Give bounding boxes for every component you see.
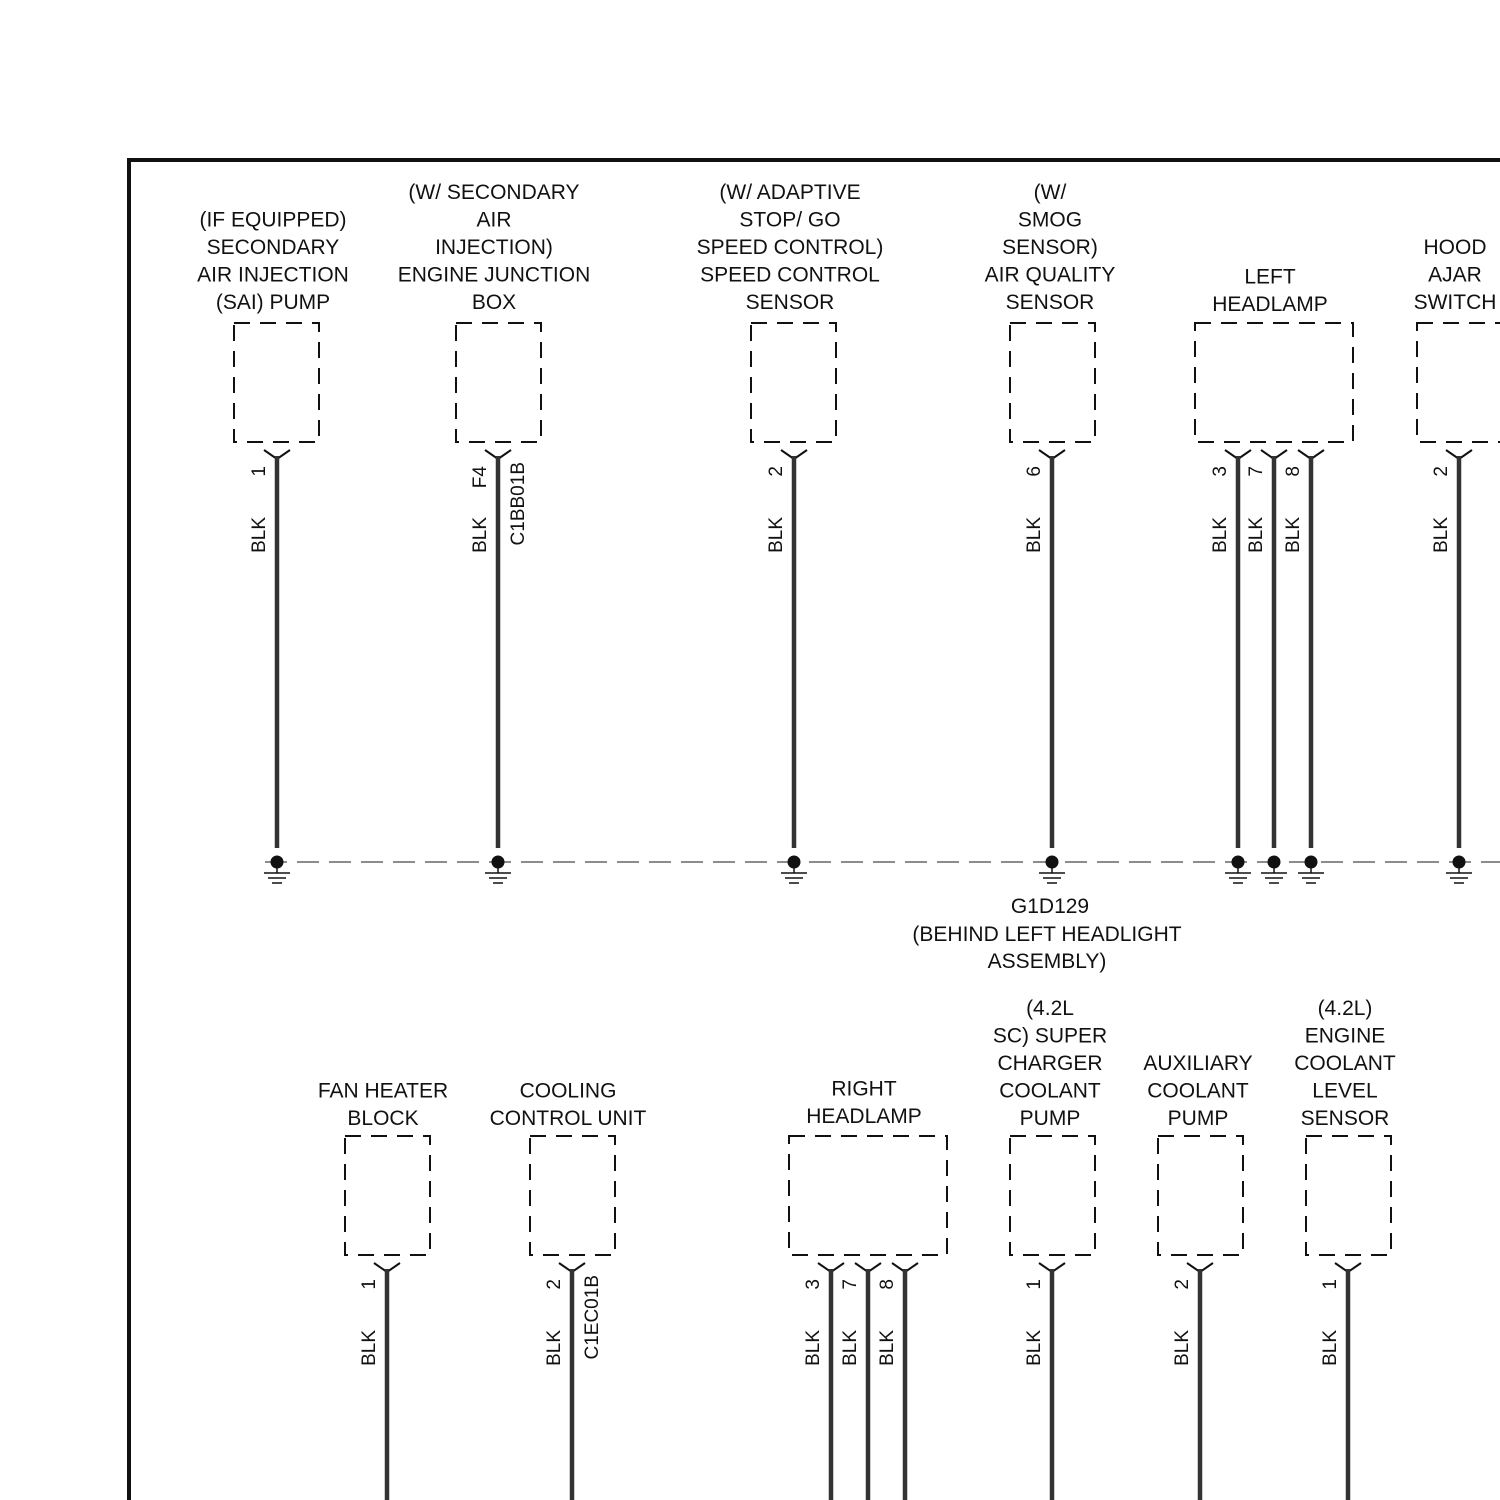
component-label-line: COOLING: [519, 1079, 617, 1103]
component-top-2: [697, 181, 884, 883]
pin-number: 2: [1172, 1279, 1193, 1290]
component-bottom-5: [1294, 997, 1396, 1500]
ground-location-line: (BEHIND LEFT HEADLIGHT: [912, 923, 1182, 946]
wire-color-label: BLK: [1024, 517, 1045, 553]
pin-number: 1: [1320, 1279, 1341, 1290]
component-label-line: SWITCH: [1413, 291, 1497, 314]
splice-dot: [788, 856, 801, 869]
component-label-line: AIR INJECTION: [197, 263, 349, 287]
splice-dot: [1268, 856, 1281, 869]
top-components: [197, 181, 1500, 883]
component-bottom-2: [789, 1078, 947, 1500]
pin-number: 2: [766, 466, 787, 477]
component-box: [345, 1136, 430, 1255]
ground-id-label: G1D129: [1010, 895, 1090, 918]
component-label-line: (W/ ADAPTIVE: [719, 181, 861, 204]
ground-symbol: [1298, 868, 1324, 883]
ground-symbol: [1446, 868, 1472, 883]
component-label-line: (W/ SECONDARY: [408, 181, 580, 204]
wire-color-label: BLK: [803, 1330, 824, 1366]
component-label-line: AUXILIARY: [1143, 1052, 1253, 1075]
component-box: [1010, 323, 1095, 442]
pin-number: 8: [877, 1279, 898, 1290]
component-label-line: SMOG: [1017, 208, 1083, 232]
component-label-line: SPEED CONTROL): [696, 236, 884, 259]
component-label-line: SECONDARY: [206, 236, 340, 259]
component-top-4: [1195, 266, 1353, 884]
pin-number: 2: [1431, 466, 1452, 477]
component-label-line: COOLANT: [999, 1079, 1101, 1103]
splice-dot: [1046, 856, 1059, 869]
splice-dot: [1232, 856, 1245, 869]
splice-dot: [1305, 856, 1318, 869]
component-box: [1417, 323, 1500, 442]
wire-color-label: BLK: [1431, 517, 1452, 553]
component-label-line: SENSOR): [1002, 236, 1098, 259]
pin-number: 7: [840, 1279, 861, 1290]
component-box: [1195, 323, 1353, 442]
component-label-line: LEVEL: [1312, 1079, 1378, 1103]
wire-color-label: BLK: [1024, 1330, 1045, 1366]
component-label-line: FAN HEATER: [317, 1079, 449, 1103]
pin-number: 3: [1210, 466, 1231, 477]
ground-symbol: [485, 868, 511, 883]
circuit-label: C1BB01B: [508, 462, 529, 546]
bottom-components: [318, 997, 1396, 1500]
ground-symbol: [264, 868, 290, 883]
pin-number: 1: [1024, 1279, 1045, 1290]
pin-number: 2: [544, 1279, 565, 1290]
component-label-line: (SAI) PUMP: [215, 291, 331, 314]
component-top-0: [197, 209, 349, 884]
pin-number: 7: [1246, 466, 1267, 477]
component-box: [456, 323, 541, 442]
component-label-line: LEFT: [1244, 265, 1296, 289]
splice-dot: [271, 856, 284, 869]
component-label-line: SENSOR: [1005, 291, 1095, 314]
ground-label: [912, 895, 1181, 973]
ground-location-line: ASSEMBLY): [987, 950, 1107, 973]
splice-dot: [492, 856, 505, 869]
component-bottom-1: [490, 1080, 647, 1500]
component-label-line: (4.2L): [1317, 997, 1373, 1020]
component-label-line: SC) SUPER: [992, 1024, 1108, 1048]
component-box: [234, 323, 319, 442]
component-box: [530, 1136, 615, 1255]
pin-number: 6: [1024, 466, 1045, 477]
component-label-line: AJAR: [1428, 263, 1482, 287]
component-box: [789, 1136, 947, 1255]
ground-symbol: [781, 868, 807, 883]
component-label-line: (IF EQUIPPED): [199, 208, 347, 232]
component-label-line: RIGHT: [831, 1077, 897, 1101]
component-bottom-4: [1143, 1052, 1252, 1500]
component-label-line: COOLANT: [1294, 1052, 1396, 1075]
component-bottom-0: [318, 1080, 448, 1500]
component-label-line: (4.2L: [1026, 997, 1074, 1020]
pin-number: 1: [359, 1279, 380, 1290]
component-label-line: SENSOR: [1300, 1107, 1390, 1130]
wire-color-label: BLK: [840, 1330, 861, 1366]
splice-dot: [1453, 856, 1466, 869]
ground-symbol: [1261, 868, 1287, 883]
wire-color-label: BLK: [544, 1330, 565, 1366]
wire-color-label: BLK: [766, 517, 787, 553]
wire-color-label: BLK: [1283, 517, 1304, 553]
component-label-line: ENGINE: [1304, 1024, 1386, 1048]
circuit-label: C1EC01B: [582, 1275, 603, 1360]
wire-color-label: BLK: [1172, 1330, 1193, 1366]
component-label-line: CHARGER: [997, 1052, 1103, 1075]
pin-number: F4: [470, 466, 491, 489]
component-box: [1158, 1136, 1243, 1255]
component-label-line: BOX: [471, 291, 517, 314]
wire-color-label: BLK: [359, 1330, 380, 1366]
component-label-line: HEADLAMP: [806, 1105, 922, 1128]
component-label-line: CONTROL UNIT: [489, 1107, 647, 1130]
wire-color-label: BLK: [1246, 517, 1267, 553]
wire-color-label: BLK: [877, 1330, 898, 1366]
pin-number: 3: [803, 1279, 824, 1290]
component-label-line: STOP/ GO: [739, 208, 841, 232]
pin-number: 8: [1283, 466, 1304, 477]
component-box: [1010, 1136, 1095, 1255]
component-label-line: PUMP: [1019, 1107, 1081, 1130]
wire-color-label: BLK: [249, 517, 270, 553]
component-label-line: HEADLAMP: [1212, 293, 1328, 316]
component-label-line: AIR QUALITY: [984, 263, 1116, 287]
pin-number: 1: [249, 466, 270, 477]
wire-color-label: BLK: [1210, 517, 1231, 553]
component-box: [1306, 1136, 1391, 1255]
component-label-line: AIR: [476, 208, 512, 232]
wire-color-label: BLK: [1320, 1330, 1341, 1366]
component-label-line: (W/: [1033, 181, 1067, 204]
component-label-line: BLOCK: [347, 1107, 419, 1130]
component-top-3: [985, 181, 1116, 883]
component-label-line: PUMP: [1167, 1107, 1229, 1130]
component-label-line: COOLANT: [1147, 1079, 1249, 1103]
component-label-line: INJECTION): [435, 236, 553, 259]
diagram-frame: [129, 160, 1500, 1500]
component-bottom-3: [993, 997, 1107, 1500]
wire-color-label: BLK: [470, 517, 491, 553]
ground-symbol: [1039, 868, 1065, 883]
component-box: [751, 323, 836, 442]
component-label-line: SENSOR: [745, 291, 835, 314]
component-top-1: [398, 181, 591, 883]
component-label-line: SPEED CONTROL: [700, 263, 880, 287]
component-label-line: HOOD: [1423, 236, 1487, 259]
component-label-line: ENGINE JUNCTION: [397, 263, 591, 287]
component-top-5: [1414, 236, 1500, 883]
ground-symbol: [1225, 868, 1251, 883]
